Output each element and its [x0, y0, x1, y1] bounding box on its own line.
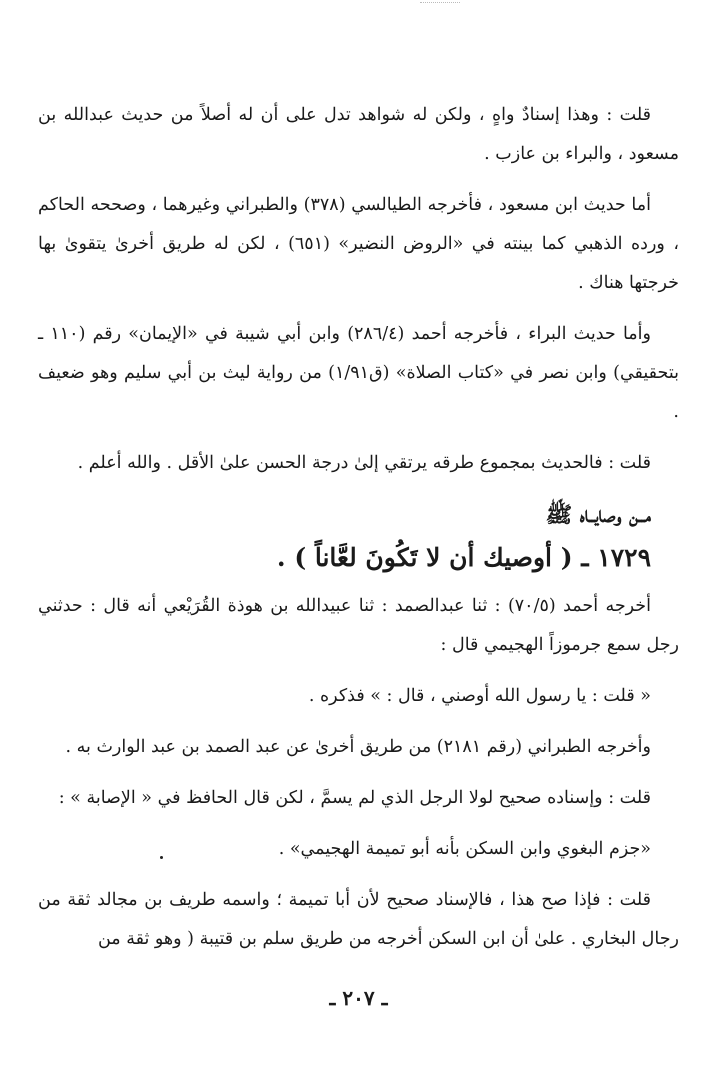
- paragraph-7: قلت : وإسناده صحيح لولا الرجل الذي لم يسمَّ ، لكن قال الحافظ في « الإصابة » :: [58, 788, 651, 808]
- section-heading: مــن وصايــاه ﷺ: [545, 502, 651, 528]
- ink-dot: [160, 856, 163, 859]
- paragraph-4: قلت : فالحديث بمجموع طرقه يرتقي إلىٰ درجة الحسن علىٰ الأقل . والله أعلم .: [77, 453, 651, 473]
- paragraph-3: وأما حديث البراء ، فأخرجه أحمد (٢٨٦/٤) وابن أبي شيبة في «الإيمان» رقم (١١٠ ـ بتحقيقي) وابن نصر في «كتاب الصلاة» (ق١/٩١) من رواية ليث بن أبي سليم وهو ضعيف .: [38, 324, 679, 422]
- paragraph-2: أما حديث ابن مسعود ، فأخرجه الطيالسي (٣٧٨) والطبراني وغيرهما ، وصححه الحاكم ، ورده الذهبي كما بينته في «الروض النضير» (٦٥١) ، لكن له طريق أخرىٰ يتقوىٰ بها خرجتها هناك .: [38, 195, 679, 293]
- page-number: ـ ٢٠٧ ـ: [329, 986, 388, 1010]
- paragraph-5: أخرجه أحمد (٧٠/٥) : ثنا عبدالصمد : ثنا عبيدالله بن هوذة القُرَيْعي أنه قال : حدثني رجل سمع جرموزاً الهجيمي قال :: [38, 596, 679, 655]
- quote-1: « قلت : يا رسول الله أوصني ، قال : » فذكره .: [308, 686, 651, 706]
- hadith-heading: ١٧٢٩ ـ ( أوصيك أن لا تَكُونَ لعَّاناً ) .: [276, 543, 651, 572]
- paragraph-6: وأخرجه الطبراني (رقم ٢١٨١) من طريق أخرىٰ عن عبد الصمد بن عبد الوارث به .: [65, 737, 651, 757]
- quote-2: «جزم البغوي وابن السكن بأنه أبو تميمة الهجيمي» .: [278, 839, 651, 859]
- paragraph-1: قلت : وهذا إسنادٌ واهٍ ، ولكن له شواهد تدل على أن له أصلاً من حديث عبدالله بن مسعود ، والبراء بن عازب .: [38, 105, 679, 164]
- paragraph-8: قلت : فإذا صح هذا ، فالإسناد صحيح لأن أبا تميمة ؛ واسمه طريف بن مجالد ثقة من رجال البخاري . علىٰ أن ابن السكن أخرجه من طريق سلم بن قتيبة ( وهو ثقة من: [38, 890, 679, 949]
